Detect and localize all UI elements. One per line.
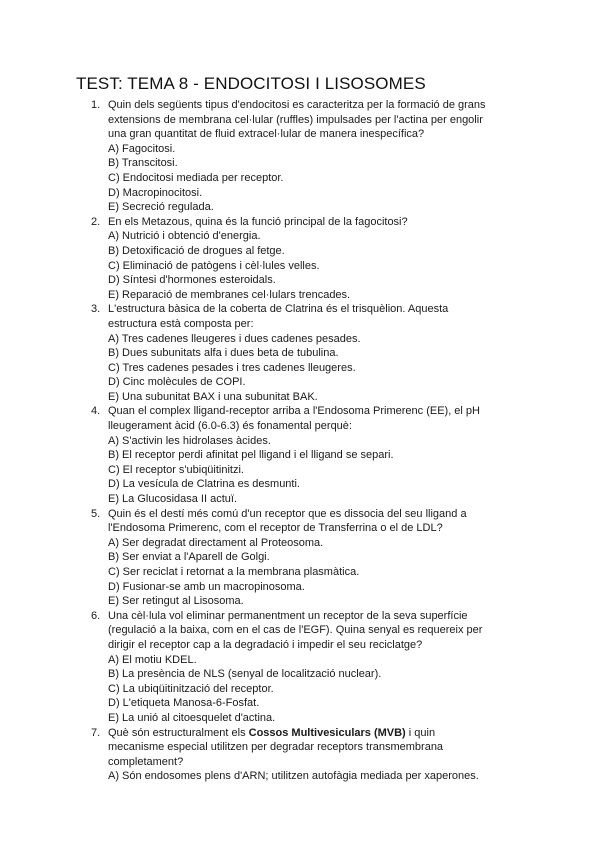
option-b: B) Dues subunitats alfa i dues beta de tubulina. xyxy=(108,347,339,360)
question-text: Quin és el destí més comú d'un receptor que es dissocia del seu lligand a l'Endosoma Primerenc, com el receptor de Transferrina o el de LDL? xyxy=(108,507,467,535)
question-text-start: Què són estructuralment els xyxy=(108,726,249,739)
option-b: B) Transcitosi. xyxy=(108,157,178,170)
options-list xyxy=(108,229,486,302)
option-a: A) El motiu KDEL. xyxy=(108,653,197,666)
option-c: C) El receptor s'ubiqüitinitzi. xyxy=(108,463,244,476)
option-b: B) El receptor perdi afinitat pel lligand i el lligand se separi. xyxy=(108,449,394,462)
options-list xyxy=(108,653,486,726)
option-e: E) Ser retingut al Lisosoma. xyxy=(108,595,244,608)
question-2 xyxy=(0,215,486,303)
option-d: D) Fusionar-se amb un macropinosoma. xyxy=(108,580,305,593)
option-c: C) Ser reciclat i retornat a la membrana plasmàtica. xyxy=(108,566,360,578)
question-list xyxy=(0,98,600,784)
option-e: E) Secreció regulada. xyxy=(108,201,214,214)
question-text: En els Metazous, quina és la funció principal de la fagocitosi? xyxy=(108,215,408,228)
option-b: B) Detoxificació de drogues al fetge. xyxy=(108,244,285,257)
question-text: L'estructura bàsica de la coberta de Clatrina és el trisquèlion. Aquesta estructura està composta per: xyxy=(108,303,449,330)
option-d: D) Síntesi d'hormones esteroidals. xyxy=(108,274,276,287)
question-text: Una cèl·lula vol eliminar permanentment un receptor de la seva superfície (regulació a la baixa, com en el cas de l'EGF). Quina senyal es requereix per dirigir el receptor cap a la degradació i impedir el seu reciclatge? xyxy=(108,609,483,651)
question-6 xyxy=(0,609,486,726)
option-e: E) La Glucosidasa II actuï. xyxy=(108,493,238,506)
option-e: E) La unió al citoesquelet d'actina. xyxy=(108,711,276,724)
question-text-bold-term: Cossos Multivesiculars (MVB) xyxy=(248,726,406,739)
question-4 xyxy=(0,404,486,506)
option-c: C) Eliminació de patògens i cèl·lules velles. xyxy=(108,259,320,272)
question-1 xyxy=(0,98,486,215)
option-c: C) Endocitosi mediada per receptor. xyxy=(108,171,284,184)
question-text-end: i quin mecanisme especial utilitzen per degradar receptors transmembrana completament? xyxy=(108,726,444,768)
option-a: A) Nutrició i obtenció d'energia. xyxy=(108,230,261,243)
option-b: B) La presència de NLS (senyal de localització nuclear). xyxy=(108,668,382,681)
option-c: C) La ubiqüitinització del receptor. xyxy=(108,682,274,695)
document-title: TEST: TEMA 8 - ENDOCITOSI I LISOSOMES xyxy=(76,74,426,93)
options-list xyxy=(108,769,486,784)
option-c: C) Tres cadenes pesades i tres cadenes lleugeres. xyxy=(108,361,356,374)
options-list xyxy=(108,434,486,507)
option-d: D) Cinc molècules de COPI. xyxy=(108,376,246,389)
question-text: Quan el complex lligand-receptor arriba a l'Endosoma Primerenc (EE), el pH lleugerament àcid (6.0-6.3) és fonamental perquè: xyxy=(108,405,480,433)
option-a: A) Tres cadenes lleugeres i dues cadenes pesades. xyxy=(108,332,361,345)
option-d: D) L'etiqueta Manosa-6-Fosfat. xyxy=(108,697,260,710)
option-e: E) Reparació de membranes cel·lulars trencades. xyxy=(108,288,351,301)
option-d: D) Macropinocitosi. xyxy=(108,186,203,199)
options-list xyxy=(108,536,486,609)
option-a: A) Ser degradat directament al Proteosoma. xyxy=(108,536,324,549)
question-number: 6. xyxy=(91,609,101,622)
question-number: 2. xyxy=(91,215,101,228)
options-list xyxy=(108,142,486,215)
option-a: A) Són endosomes plens d'ARN; utilitzen autofàgia mediada per xaperones. xyxy=(108,770,479,783)
question-number: 5. xyxy=(91,507,101,520)
option-a: A) S'activin les hidrolases àcides. xyxy=(108,434,271,447)
option-d: D) La vesícula de Clatrina es desmunti. xyxy=(108,478,300,491)
question-text xyxy=(108,726,486,770)
question-5 xyxy=(0,507,486,609)
options-list xyxy=(108,332,486,405)
question-number: 4. xyxy=(91,405,101,418)
question-7 xyxy=(0,726,486,784)
option-a: A) Fagocitosi. xyxy=(108,142,176,155)
question-number: 1. xyxy=(91,99,101,111)
option-b: B) Ser enviat a l'Aparell de Golgi. xyxy=(108,551,270,564)
option-e: E) Una subunitat BAX i una subunitat BAK. xyxy=(108,390,318,403)
question-text: Quin dels següents tipus d'endocitosi es caracteritza per la formació de grans extensions de membrana cel·lular (ruffles) impulsades per l'actina per engolir una gran quantitat de fluid extracel·lular de manera inespecífica? xyxy=(108,99,486,141)
question-3 xyxy=(0,302,486,404)
question-number: 3. xyxy=(91,303,101,316)
question-number: 7. xyxy=(91,726,101,739)
